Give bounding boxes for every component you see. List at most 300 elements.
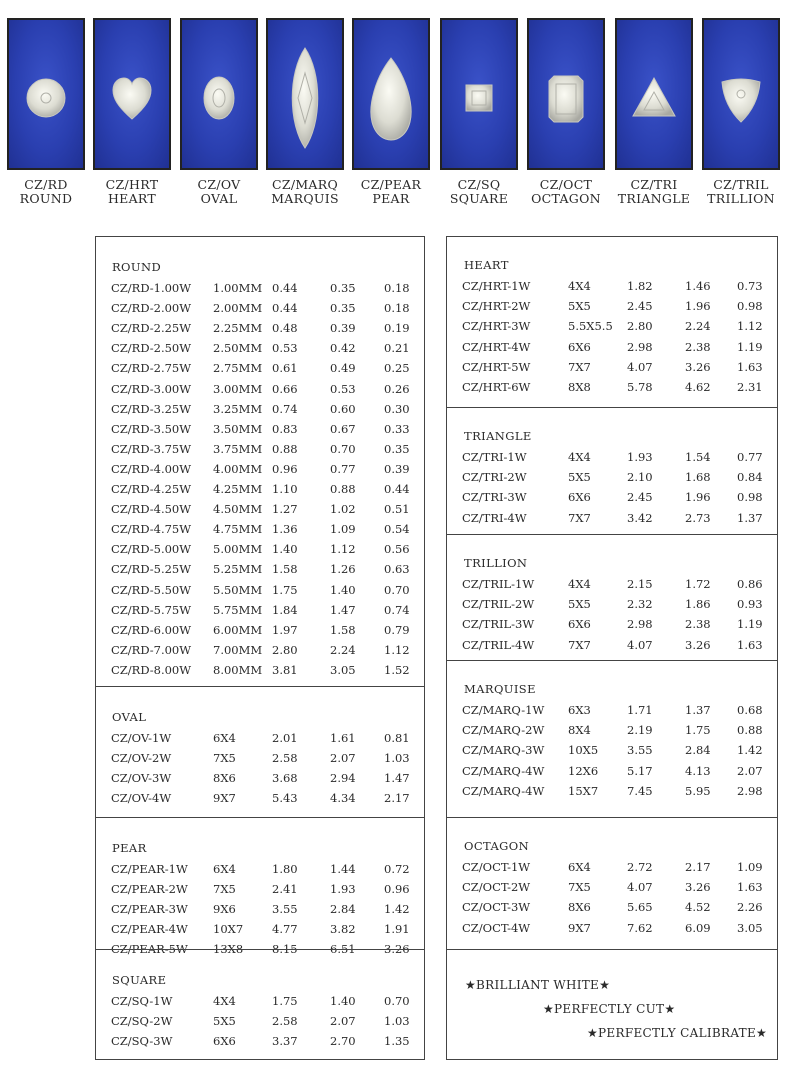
- price-1: 0.44: [272, 281, 298, 295]
- price-1: 0.88: [272, 441, 298, 456]
- section-title: PEAR: [112, 841, 147, 855]
- item-size: 5.75MM: [213, 602, 263, 617]
- gem-shape-name: HEART: [107, 191, 157, 206]
- item-size: 8X4: [568, 723, 591, 738]
- gem-shape-name: MARQUIS: [271, 191, 339, 206]
- item-code: CZ/HRT-5W: [462, 359, 531, 374]
- item-code: CZ/RD-2.50W: [111, 341, 192, 356]
- price-1: 7.45: [627, 783, 653, 798]
- table-row: [447, 720, 777, 740]
- price-3: 0.63: [384, 562, 410, 577]
- table-row: [447, 377, 777, 397]
- price-3: 0.70: [384, 994, 410, 1008]
- item-size: 6X6: [568, 617, 591, 632]
- price-2: 2.84: [685, 743, 711, 758]
- price-2: 4.62: [685, 380, 711, 394]
- price-2: 6.09: [685, 920, 711, 935]
- item-size: 5X5: [213, 1014, 236, 1029]
- price-1: 2.41: [272, 882, 298, 897]
- item-code: CZ/RD-5.75W: [111, 602, 192, 617]
- price-1: 1.80: [272, 862, 298, 876]
- item-size: 6X4: [568, 860, 591, 874]
- price-3: 0.25: [384, 361, 410, 376]
- price-3: 3.05: [737, 920, 763, 935]
- table-row: [96, 1011, 424, 1031]
- price-2: 2.24: [330, 642, 356, 657]
- table-row: [96, 748, 424, 768]
- price-2: 3.05: [330, 662, 356, 677]
- gem-photo: [93, 18, 171, 170]
- item-code: CZ/HRT-3W: [462, 319, 531, 334]
- item-size: 5X5: [568, 597, 591, 612]
- item-size: 3.00MM: [213, 381, 263, 396]
- price-1: 5.65: [627, 900, 653, 915]
- price-2: 2.94: [330, 771, 356, 786]
- gem-shape-name: PEAR: [372, 191, 410, 206]
- section-trillion: [447, 534, 777, 661]
- table-row: [96, 859, 424, 879]
- price-1: 2.80: [627, 319, 653, 334]
- table-row: [96, 919, 424, 939]
- price-3: 0.93: [737, 597, 763, 612]
- price-3: 0.44: [384, 482, 410, 496]
- item-code: CZ/HRT-6W: [462, 380, 531, 394]
- item-size: 6X4: [213, 862, 236, 876]
- price-2: 2.84: [330, 902, 356, 917]
- price-3: 0.98: [737, 490, 763, 505]
- gem-gallery: [0, 0, 789, 210]
- price-3: 0.51: [384, 502, 410, 517]
- section-square: [96, 949, 424, 1060]
- table-row: [96, 539, 424, 559]
- price-3: 1.03: [384, 751, 410, 766]
- table-row: [447, 357, 777, 377]
- price-1: 2.15: [627, 577, 653, 591]
- item-size: 4.50MM: [213, 502, 263, 517]
- item-code: CZ/RD-3.00W: [111, 381, 192, 396]
- item-code: CZ/RD-2.75W: [111, 361, 192, 376]
- item-size: 9X7: [568, 920, 591, 935]
- price-3: 1.47: [384, 771, 410, 786]
- table-row: [96, 768, 424, 788]
- gem-caption: [340, 178, 442, 206]
- item-code: CZ/RD-6.00W: [111, 622, 192, 637]
- item-code: CZ/PEAR-5W: [111, 942, 188, 957]
- gem-trillion-icon: [702, 18, 780, 170]
- table-row: [96, 278, 424, 298]
- price-2: 2.24: [685, 319, 711, 334]
- item-size: 9X7: [213, 791, 236, 806]
- gem-code: CZ/PEAR: [360, 177, 422, 192]
- price-2: 0.70: [330, 441, 356, 456]
- item-code: CZ/OCT-4W: [462, 920, 531, 935]
- price-2: 1.40: [330, 582, 356, 597]
- item-size: 9X6: [213, 902, 236, 917]
- price-2: 6.51: [330, 942, 356, 957]
- item-size: 7X5: [213, 882, 236, 897]
- table-row: [96, 879, 424, 899]
- price-3: 0.96: [384, 882, 410, 897]
- gem-heart-icon: [93, 18, 171, 170]
- price-1: 0.74: [272, 401, 298, 416]
- section-title: TRILLION: [464, 556, 528, 570]
- gem-marquis-icon: [266, 18, 344, 170]
- item-code: CZ/TRI-3W: [462, 490, 527, 505]
- item-size: 6X6: [568, 490, 591, 505]
- gem-photo: [702, 18, 780, 170]
- item-size: 10X5: [568, 743, 599, 758]
- price-2: 1.12: [330, 542, 356, 557]
- item-size: 6X6: [213, 1034, 236, 1049]
- price-2: 2.07: [330, 751, 356, 766]
- table-row: [96, 379, 424, 399]
- price-2: 0.67: [330, 421, 356, 436]
- gem-code: CZ/MARQ: [271, 177, 339, 192]
- section-title: HEART: [464, 258, 509, 272]
- price-3: 0.35: [384, 441, 410, 456]
- price-1: 1.93: [627, 450, 653, 464]
- price-1: 1.58: [272, 562, 298, 577]
- item-size: 5X5: [568, 299, 591, 314]
- table-row: [96, 358, 424, 378]
- item-size: 8X6: [213, 771, 236, 786]
- price-1: 1.27: [272, 502, 298, 517]
- price-3: 1.91: [384, 922, 410, 937]
- price-3: 1.35: [384, 1034, 410, 1049]
- item-code: CZ/PEAR-1W: [111, 862, 188, 876]
- table-row: [447, 316, 777, 336]
- price-1: 2.32: [627, 597, 653, 612]
- price-1: 2.58: [272, 1014, 298, 1029]
- price-3: 0.56: [384, 542, 410, 557]
- price-2: 3.26: [685, 359, 711, 374]
- item-code: CZ/RD-2.25W: [111, 321, 192, 336]
- price-3: 0.74: [384, 602, 410, 617]
- table-row: [447, 740, 777, 760]
- table-row: [447, 781, 777, 801]
- table-row: [96, 439, 424, 459]
- table-row: [96, 459, 424, 479]
- item-size: 3.50MM: [213, 421, 263, 436]
- gem-code: CZ/OCT: [539, 177, 593, 192]
- item-code: CZ/HRT-4W: [462, 339, 531, 354]
- item-size: 2.25MM: [213, 321, 263, 336]
- price-1: 2.45: [627, 490, 653, 505]
- table-row: [96, 899, 424, 919]
- price-1: 1.36: [272, 522, 298, 537]
- table-row: [96, 660, 424, 680]
- price-3: 0.18: [384, 301, 410, 316]
- section-title: TRIANGLE: [464, 429, 532, 443]
- item-code: CZ/RD-3.25W: [111, 401, 192, 416]
- item-code: CZ/TRI-2W: [462, 470, 527, 485]
- price-3: 0.18: [384, 281, 410, 295]
- item-size: 15X7: [568, 783, 599, 798]
- price-3: 0.54: [384, 522, 410, 537]
- item-size: 4.75MM: [213, 522, 263, 537]
- price-2: 0.77: [330, 461, 356, 476]
- item-code: CZ/RD-2.00W: [111, 301, 192, 316]
- item-size: 4X4: [568, 577, 591, 591]
- item-code: CZ/RD-4.25W: [111, 482, 192, 496]
- tagline-section: [447, 949, 777, 1060]
- price-2: 0.88: [330, 482, 356, 496]
- item-code: CZ/HRT-2W: [462, 299, 531, 314]
- item-code: CZ/SQ-2W: [111, 1014, 173, 1029]
- gem-shape-name: OCTAGON: [531, 191, 601, 206]
- item-size: 7X7: [568, 510, 591, 525]
- table-row: [96, 419, 424, 439]
- item-size: 5.00MM: [213, 542, 263, 557]
- item-size: 8X6: [568, 900, 591, 915]
- price-1: 2.19: [627, 723, 653, 738]
- price-3: 0.86: [737, 577, 763, 591]
- item-size: 4.25MM: [213, 482, 263, 496]
- price-3: 0.98: [737, 299, 763, 314]
- price-1: 4.07: [627, 359, 653, 374]
- item-size: 2.50MM: [213, 341, 263, 356]
- price-2: 3.82: [330, 922, 356, 937]
- price-2: 0.35: [330, 281, 356, 295]
- table-row: [96, 399, 424, 419]
- item-size: 6X6: [568, 339, 591, 354]
- price-2: 4.13: [685, 763, 711, 778]
- item-size: 4X4: [568, 450, 591, 464]
- item-code: CZ/RD-5.25W: [111, 562, 192, 577]
- gem-photo: [180, 18, 258, 170]
- gem-square-icon: [440, 18, 518, 170]
- section-title: ROUND: [112, 260, 162, 274]
- item-code: CZ/PEAR-2W: [111, 882, 188, 897]
- table-row: [96, 788, 424, 808]
- price-2: 3.26: [685, 637, 711, 652]
- price-1: 1.97: [272, 622, 298, 637]
- section-marquise: [447, 660, 777, 818]
- table-row: [447, 897, 777, 917]
- price-3: 1.63: [737, 637, 763, 652]
- tagline: ★PERFECTLY CALIBRATE★: [587, 1026, 768, 1040]
- item-size: 4.00MM: [213, 461, 263, 476]
- price-3: 1.19: [737, 339, 763, 354]
- price-2: 2.70: [330, 1034, 356, 1049]
- item-code: CZ/MARQ-4W: [462, 763, 545, 778]
- price-2: 1.40: [330, 994, 356, 1008]
- item-code: CZ/TRIL-1W: [462, 577, 535, 591]
- item-code: CZ/MARQ-3W: [462, 743, 545, 758]
- price-2: 2.07: [330, 1014, 356, 1029]
- gem-photo: [615, 18, 693, 170]
- item-size: 4X4: [213, 994, 236, 1008]
- item-code: CZ/SQ-3W: [111, 1034, 173, 1049]
- price-2: 2.17: [685, 860, 711, 874]
- section-title: SQUARE: [112, 973, 167, 987]
- item-code: CZ/TRIL-2W: [462, 597, 535, 612]
- item-code: CZ/RD-1.00W: [111, 281, 192, 295]
- gem-shape-name: OVAL: [200, 191, 238, 206]
- price-2: 1.75: [685, 723, 711, 738]
- section-oval: [96, 686, 424, 818]
- price-3: 2.07: [737, 763, 763, 778]
- item-code: CZ/RD-4.00W: [111, 461, 192, 476]
- item-code: CZ/OCT-1W: [462, 860, 531, 874]
- item-code: CZ/MARQ-4W: [462, 783, 545, 798]
- price-3: 1.42: [384, 902, 410, 917]
- table-row: [96, 559, 424, 579]
- gem-photo: [440, 18, 518, 170]
- item-code: CZ/OCT-3W: [462, 900, 531, 915]
- price-2: 1.72: [685, 577, 711, 591]
- section-pear: [96, 817, 424, 957]
- section-title: MARQUISE: [464, 682, 536, 696]
- price-1: 2.45: [627, 299, 653, 314]
- price-2: 1.54: [685, 450, 711, 464]
- table-row: [96, 298, 424, 318]
- price-1: 3.68: [272, 771, 298, 786]
- price-3: 0.84: [737, 470, 763, 485]
- section-title: OCTAGON: [464, 839, 530, 853]
- price-3: 0.72: [384, 862, 410, 876]
- item-code: CZ/RD-7.00W: [111, 642, 192, 657]
- price-1: 1.84: [272, 602, 298, 617]
- price-2: 1.09: [330, 522, 356, 537]
- section-title: OVAL: [112, 710, 147, 724]
- price-3: 0.81: [384, 731, 410, 745]
- price-3: 0.79: [384, 622, 410, 637]
- item-size: 5.25MM: [213, 562, 263, 577]
- price-2: 5.95: [685, 783, 711, 798]
- tagline: ★BRILLIANT WHITE★: [465, 978, 611, 992]
- item-code: CZ/OV-4W: [111, 791, 172, 806]
- section-triangle: [447, 407, 777, 535]
- price-3: 0.21: [384, 341, 410, 356]
- price-2: 0.42: [330, 341, 356, 356]
- item-size: 8.00MM: [213, 662, 263, 677]
- item-code: CZ/MARQ-1W: [462, 703, 545, 717]
- price-3: 0.73: [737, 279, 763, 293]
- gem-triangle-icon: [615, 18, 693, 170]
- price-1: 0.66: [272, 381, 298, 396]
- gem-pear-icon: [352, 18, 430, 170]
- price-2: 1.61: [330, 731, 356, 745]
- price-1: 7.62: [627, 920, 653, 935]
- gem-caption: [515, 178, 617, 206]
- price-1: 2.80: [272, 642, 298, 657]
- table-row: [96, 479, 424, 499]
- item-code: CZ/RD-5.00W: [111, 542, 192, 557]
- price-2: 1.93: [330, 882, 356, 897]
- price-1: 8.15: [272, 942, 298, 957]
- item-code: CZ/MARQ-2W: [462, 723, 545, 738]
- gem-oval-icon: [180, 18, 258, 170]
- item-size: 5.5X5.5: [568, 319, 613, 334]
- item-size: 7.00MM: [213, 642, 263, 657]
- section-round: [96, 237, 424, 686]
- price-1: 1.82: [627, 279, 653, 293]
- gem-photo: [352, 18, 430, 170]
- price-1: 2.58: [272, 751, 298, 766]
- price-1: 3.55: [272, 902, 298, 917]
- gem-code: CZ/TRIL: [713, 177, 769, 192]
- price-2: 1.26: [330, 562, 356, 577]
- table-row: [447, 467, 777, 487]
- price-1: 0.96: [272, 461, 298, 476]
- table-row: [447, 296, 777, 316]
- price-2: 1.37: [685, 703, 711, 717]
- item-size: 5X5: [568, 470, 591, 485]
- price-2: 4.52: [685, 900, 711, 915]
- price-1: 2.10: [627, 470, 653, 485]
- item-size: 10X7: [213, 922, 244, 937]
- price-3: 1.19: [737, 617, 763, 632]
- price-2: 2.73: [685, 510, 711, 525]
- item-size: 6.00MM: [213, 622, 263, 637]
- price-3: 0.70: [384, 582, 410, 597]
- price-3: 0.33: [384, 421, 410, 436]
- price-1: 1.75: [272, 582, 298, 597]
- item-size: 2.00MM: [213, 301, 263, 316]
- price-3: 1.03: [384, 1014, 410, 1029]
- price-1: 0.48: [272, 321, 298, 336]
- price-1: 3.42: [627, 510, 653, 525]
- item-size: 1.00MM: [213, 281, 263, 295]
- price-3: 2.31: [737, 380, 763, 394]
- table-row: [96, 338, 424, 358]
- table-row: [96, 640, 424, 660]
- item-size: 7X7: [568, 359, 591, 374]
- item-code: CZ/TRIL-4W: [462, 637, 535, 652]
- gem-round-icon: [7, 18, 85, 170]
- item-size: 7X7: [568, 637, 591, 652]
- table-row: [447, 877, 777, 897]
- table-row: [96, 519, 424, 539]
- item-size: 6X3: [568, 703, 591, 717]
- section-octagon: [447, 817, 777, 950]
- price-1: 4.07: [627, 637, 653, 652]
- price-1: 1.10: [272, 482, 298, 496]
- price-2: 1.96: [685, 299, 711, 314]
- item-code: CZ/TRI-4W: [462, 510, 527, 525]
- price-1: 1.71: [627, 703, 653, 717]
- table-row: [447, 700, 777, 720]
- item-code: CZ/RD-5.50W: [111, 582, 192, 597]
- price-2: 0.39: [330, 321, 356, 336]
- item-code: CZ/HRT-1W: [462, 279, 531, 293]
- gem-caption: [690, 178, 789, 206]
- price-3: 1.09: [737, 860, 763, 874]
- section-heart: [447, 237, 777, 407]
- item-size: 12X6: [568, 763, 599, 778]
- price-2: 0.49: [330, 361, 356, 376]
- gem-photo: [527, 18, 605, 170]
- table-row: [96, 991, 424, 1011]
- left-price-table: [95, 236, 425, 1060]
- price-3: 1.63: [737, 359, 763, 374]
- price-1: 0.44: [272, 301, 298, 316]
- price-1: 2.98: [627, 339, 653, 354]
- item-size: 4X4: [568, 279, 591, 293]
- table-row: [447, 761, 777, 781]
- table-row: [96, 318, 424, 338]
- item-code: CZ/OV-1W: [111, 731, 172, 745]
- price-3: 1.37: [737, 510, 763, 525]
- price-1: 5.43: [272, 791, 298, 806]
- table-row: [96, 728, 424, 748]
- price-2: 1.96: [685, 490, 711, 505]
- price-1: 1.75: [272, 994, 298, 1008]
- item-size: 3.75MM: [213, 441, 263, 456]
- price-1: 1.40: [272, 542, 298, 557]
- price-1: 3.55: [627, 743, 653, 758]
